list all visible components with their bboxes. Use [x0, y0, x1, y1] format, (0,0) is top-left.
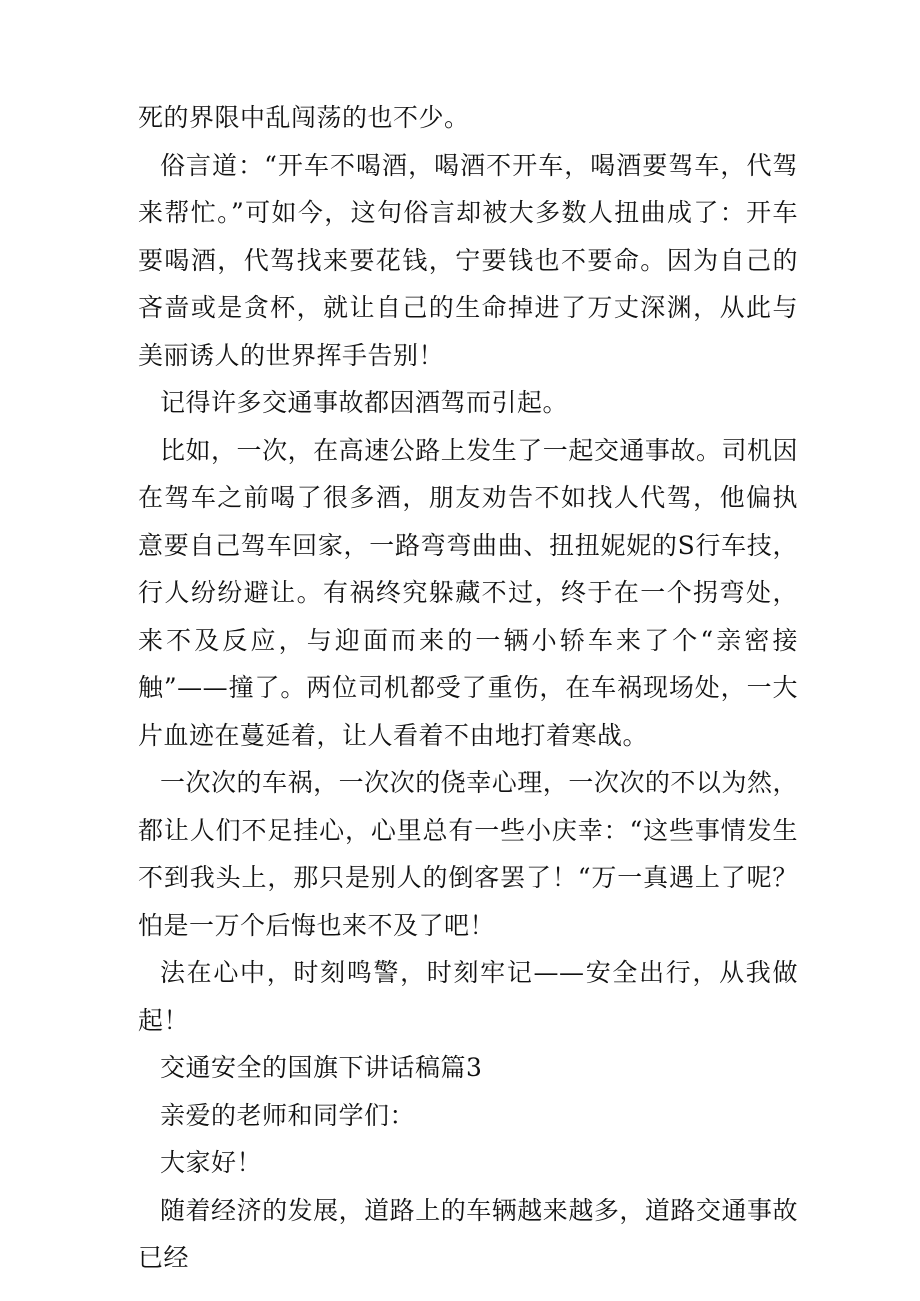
greeting: 大家好！: [160, 1148, 263, 1177]
paragraph-4: 比如，一次，在高速公路上发生了一起交通事故。司机因在驾车之前喝了很多酒，朋友劝告不如找人代驾，他偏执意要自己驾车回家，一路弯弯曲曲、扭扭妮妮的S行车技，行人纷纷避让。有祸终究躲藏不过，终于在一个拐弯处，来不及反应，与迎面而来的一辆小轿车来了个“亲密接触”——撞了。两位司机都受了重伤，在车祸现场处，一大片血迹在蔓延着，让人看着不由地打着寒战。: [138, 435, 798, 750]
salutation: 亲爱的老师和同学们：: [160, 1100, 416, 1130]
section-heading: 交通安全的国旗下讲话稿篇3: [160, 1053, 483, 1082]
paragraph-5: 一次次的车祸，一次次的侥幸心理，一次次的不以为然，都让人们不足挂心，心里总有一些小庆幸：“这些事情发生不到我头上，那只是别人的倒客罢了！“万一真遇上了呢？怕是一万个后悔也来不及了吧！: [138, 768, 798, 940]
paragraph-1: 死的界限中乱闯荡的也不少。: [138, 103, 470, 132]
paragraph-3: 记得许多交通事故都因酒驾而引起。: [160, 388, 569, 417]
paragraph-10: 随着经济的发展，道路上的车辆越来越多，道路交通事故已经: [138, 1195, 798, 1272]
document-body: [138, 94, 798, 1282]
paragraph-2: 俗言道：“开车不喝酒，喝酒不开车，喝酒要驾车，代驾来帮忙。”可如今，这句俗言却被大多数人扭曲成了：开车要喝酒，代驾找来要花钱，宁要钱也不要命。因为自己的吝啬或是贪杯，就让自己的生命掉进了万丈深渊，从此与美丽诱人的世界挥手告别！: [138, 150, 798, 370]
paragraph-6: 法在心中，时刻鸣警，时刻牢记——安全出行，从我做起！: [138, 958, 798, 1035]
